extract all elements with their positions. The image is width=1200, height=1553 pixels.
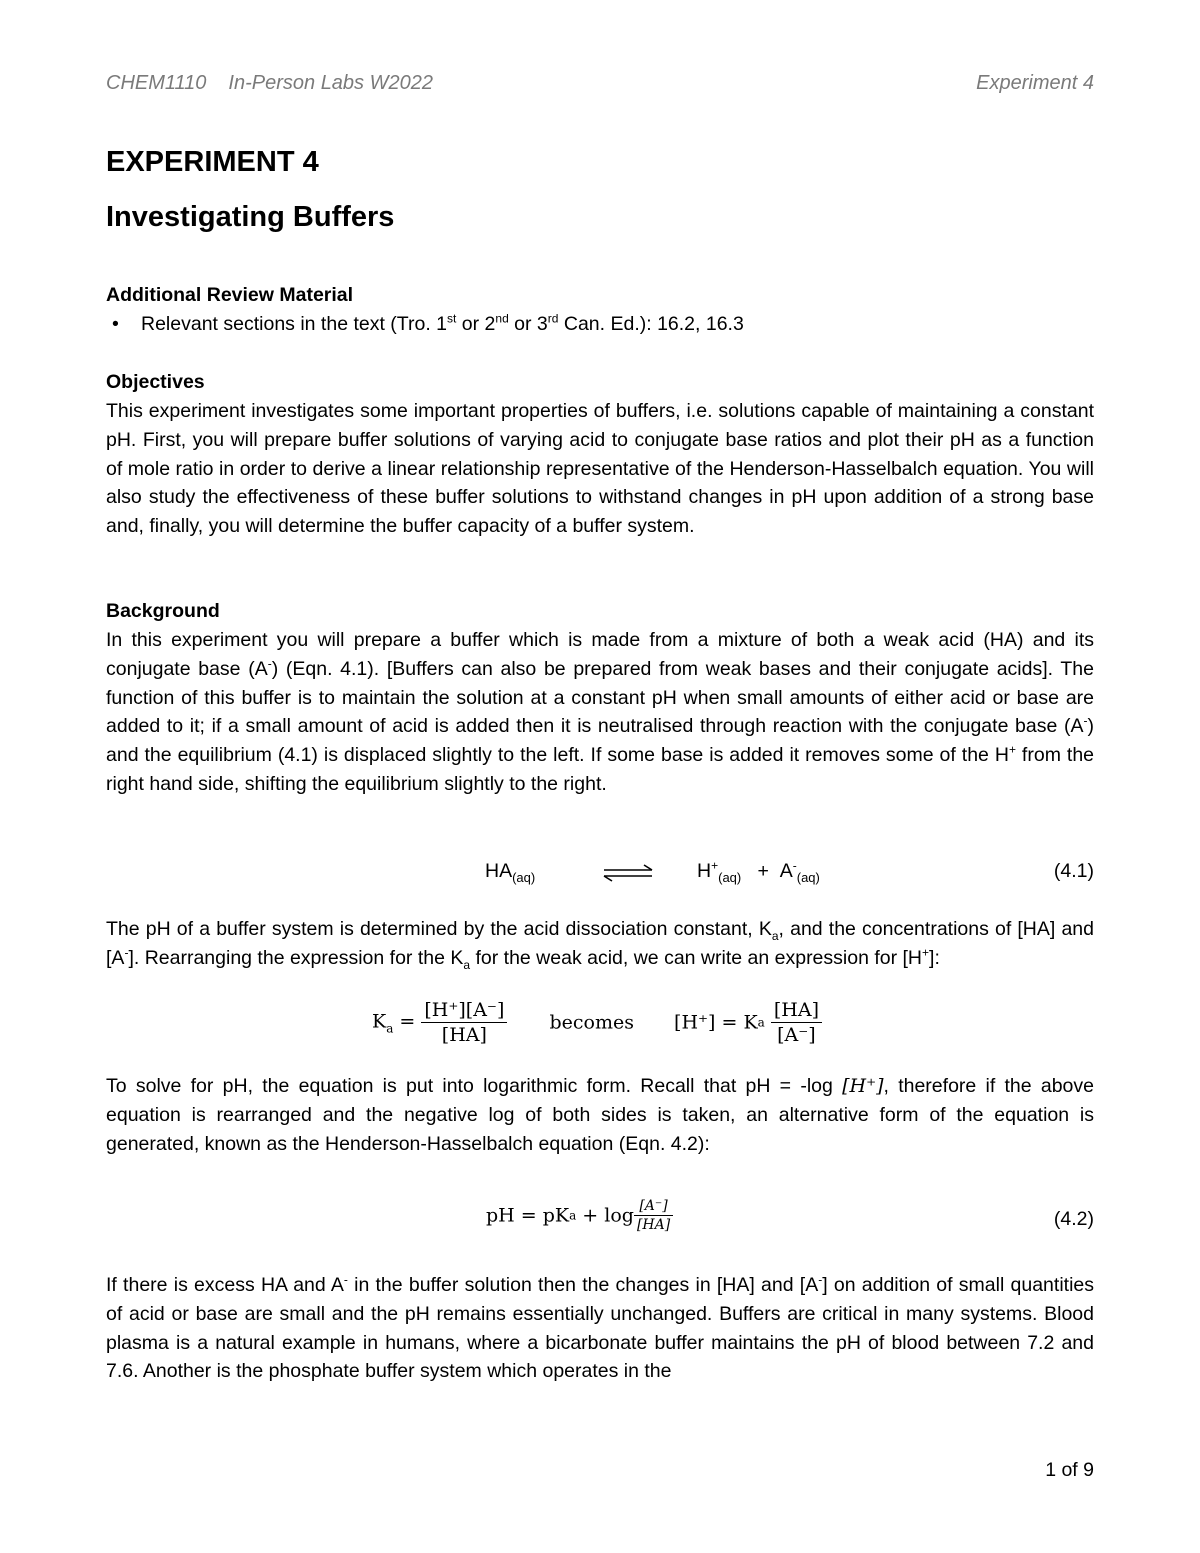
page-number: 1 of 9: [1045, 1459, 1094, 1481]
equation-4-1-number: (4.1): [1053, 860, 1094, 882]
henderson-hasselbalch-equation: pH = pKa + log $\frac{[A^-]}{[HA]}$: [486, 1198, 673, 1233]
background-heading: Background: [106, 600, 220, 622]
running-header-left: [106, 72, 455, 95]
experiment-title: Investigating Buffers: [106, 201, 395, 233]
equation-4-1-reactant: $HA_{(aq)}$: [485, 860, 536, 885]
equation-4-1-products: $H^+_{(aq)}$ + $A^-_{(aq)}$: [697, 858, 820, 885]
review-heading: Additional Review Material: [106, 284, 354, 306]
equation-4-2-number: (4.2): [1053, 1208, 1094, 1230]
course-code: CHEM1110: [106, 72, 207, 94]
ka-paragraph: The pH of a buffer system is determined by the acid dissociation constant, $K_a$, and the concentrations of [HA] and [A-]. Rearranging the expression for the $K_a$ for the weak acid, we can write an expression for [H+]:: [106, 918, 1094, 972]
objectives-paragraph: This experiment investigates some important properties of buffers, i.e. solutions capable of maintaining a constant pH. First, you will prepare buffer solutions of varying acid to conjugate base ratios and plot their pH as a function of mole ratio in order to derive a linear relationship representative of the Henderson-Hasselbalch equation. You will also study the effectiveness of these buffer solutions to withstand changes in pH upon addition of a strong base and, finally, you will determine the buffer capacity of a buffer system.: [106, 400, 1094, 538]
ka-equation: $K_a$ = $\frac{[H^+][A^-]}{[HA]}$ becomes [H⁺] = Ka $\frac{[HA]}{[A^-]}$: [372, 999, 822, 1046]
excess-paragraph: If there is excess HA and A- in the buffer solution then the changes in [HA] and [A-] on addition of small quantities of acid or base are small and the pH remains essentially unchanged. Buffers are critical in many systems. Blood plasma is a natural example in humans, where a bicarbonate buffer maintains the pH of blood between 7.2 and 7.6. Another is the phosphate buffer system which operates in the: [106, 1272, 1094, 1383]
log-paragraph: To solve for pH, the equation is put into logarithmic form. Recall that pH = -log [H⁺], therefore if the above equation is rearranged and the negative log of both sides is taken, an alternative form of the equation is generated, known as the Henderson-Hasselbalch equation (Eqn. 4.2):: [106, 1075, 1095, 1155]
bullet-icon: •: [112, 313, 119, 335]
review-item: Relevant sections in the text (Tro. 1st or 2nd or 3rd Can. Ed.): 16.2, 16.3: [141, 311, 744, 335]
background-paragraph: In this experiment you will prepare a buffer which is made from a mixture of both a weak acid (HA) and its conjugate base (A-) (Eqn. 4.1). [Buffers can also be prepared from weak bases and their conjugate acids]. The function of this buffer is to maintain the solution at a constant pH when small amounts of either acid or base are added to it; if a small amount of acid is added then it is neutralised through reaction with the conjugate base (A-) and the equilibrium (4.1) is displaced slightly to the left. If some base is added it removes some of the H+ from the right hand side, shifting the equilibrium slightly to the right.: [106, 629, 1095, 795]
term-label: In-Person Labs W2022: [228, 72, 433, 94]
experiment-heading: EXPERIMENT 4: [106, 146, 319, 178]
running-header-right: Experiment 4: [976, 72, 1094, 94]
equilibrium-arrows-icon: [600, 864, 655, 882]
objectives-heading: Objectives: [106, 371, 205, 393]
